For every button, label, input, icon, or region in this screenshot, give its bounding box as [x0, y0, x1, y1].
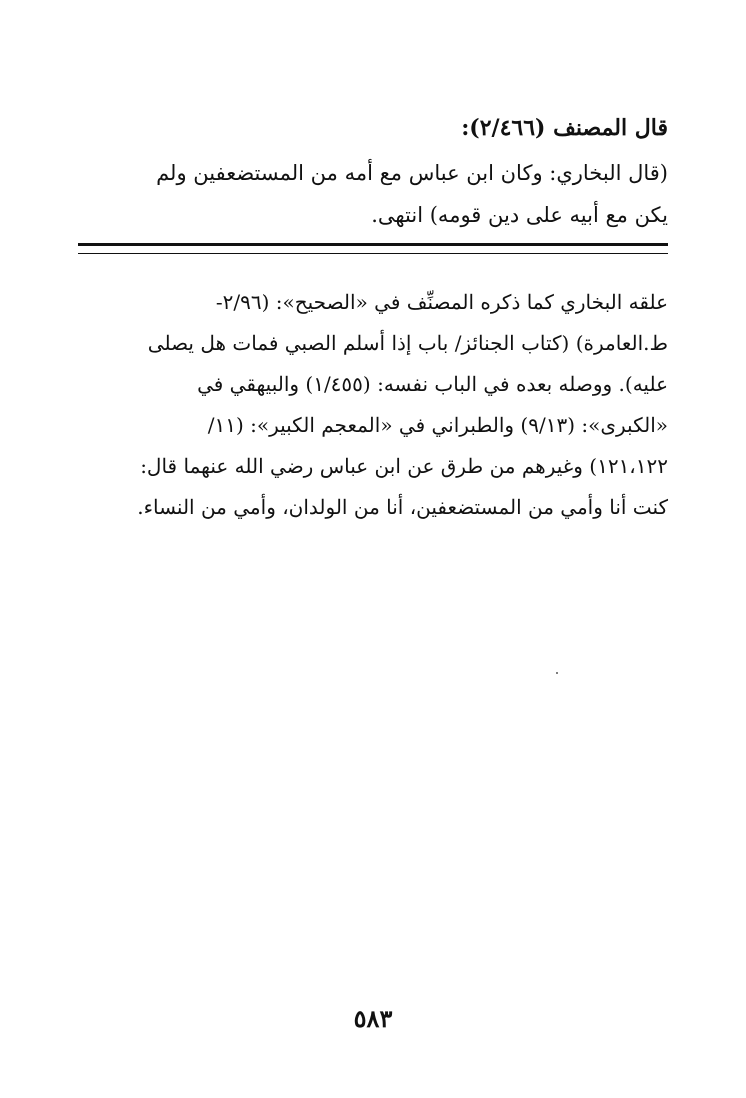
footnote-line: كنت أنا وأمي من المستضعفين، أنا من الولدان، وأمي من النساء.: [137, 495, 668, 519]
divider-thick: [78, 243, 668, 246]
footnote-line: ١٢١،١٢٢) وغيرهم من طرق عن ابن عباس رضي الله عنهما قال:: [140, 454, 668, 478]
scan-speck: [556, 672, 558, 674]
footnote-text: [78, 282, 668, 528]
footnote-line: عليه). ووصله بعده في الباب نفسه: (١/٤٥٥) والبيهقي في: [197, 372, 668, 396]
page-number: ٥٨٣: [353, 1004, 393, 1033]
footnote-line: علقه البخاري كما ذكره المصنِّف في «الصحيح»: (٢/٩٦-: [215, 290, 668, 314]
footnote-line: ط.العامرة) (كتاب الجنائز/ باب إذا أسلم الصبي فمات هل يصلى: [147, 331, 668, 355]
footnote-line: «الكبرى»: (٩/١٣) والطبراني في «المعجم الكبير»: (١١/: [207, 413, 668, 437]
quoted-text: [78, 152, 668, 236]
section-heading: قال المصنف (٢/٤٦٦):: [461, 115, 668, 141]
quote-line: (قال البخاري: وكان ابن عباس مع أمه من المستضعفين ولم: [156, 161, 668, 185]
divider-thin: [78, 253, 668, 254]
quote-line: يكن مع أبيه على دين قومه) انتهى.: [371, 203, 668, 227]
